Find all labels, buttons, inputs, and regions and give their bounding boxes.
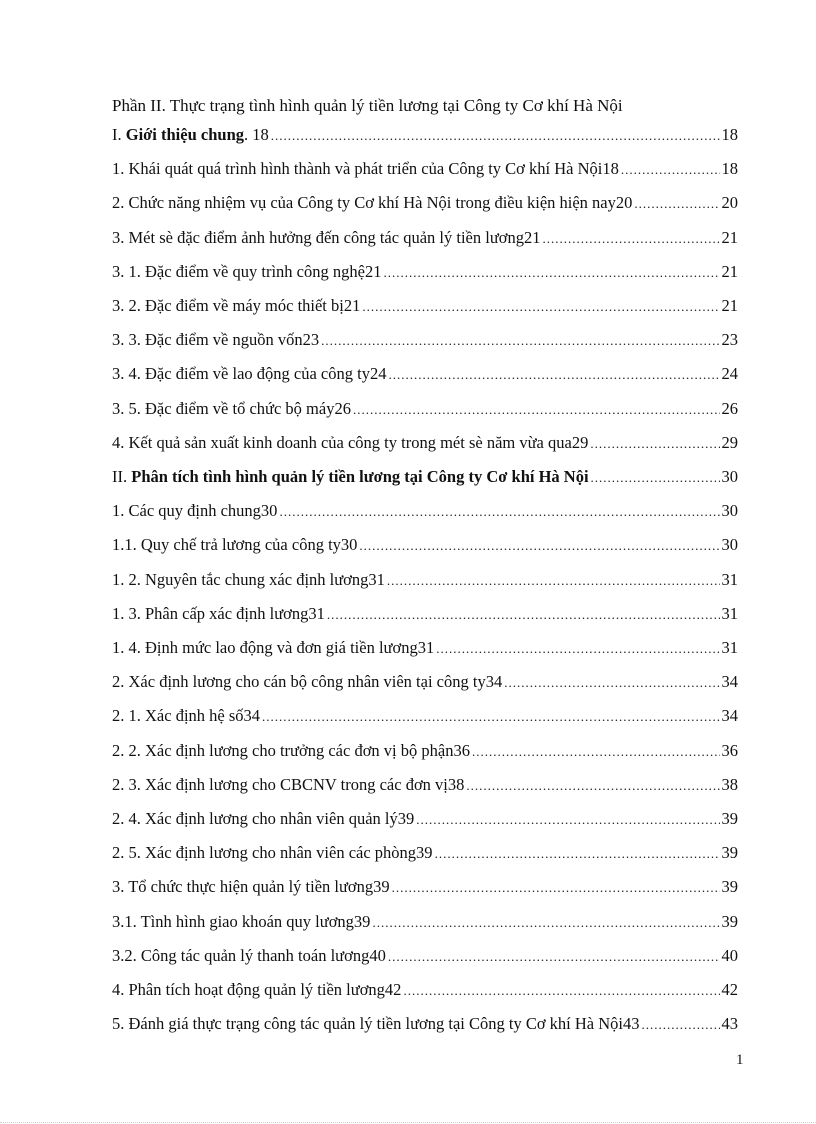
toc-dot-leader — [634, 196, 719, 212]
toc-entry-text: 1. Các quy định chung30 — [112, 501, 278, 521]
toc-entry[interactable] — [112, 296, 738, 320]
toc-entry-title — [112, 638, 434, 658]
toc-entry[interactable] — [112, 433, 738, 457]
toc-entry-title — [112, 399, 351, 419]
toc-entry-bold-title: Giới thiệu chung — [125, 125, 244, 144]
toc-entry-page: 21 — [721, 296, 738, 315]
toc-entry-page: 18 — [721, 125, 738, 144]
toc-entry-text: 3. 5. Đặc điểm về tổ chức bộ máy26 — [112, 398, 351, 418]
toc-entry-title — [112, 1014, 640, 1034]
toc-entry-text: 2. 1. Xác định hệ số34 — [112, 706, 261, 726]
toc-entry[interactable] — [112, 535, 738, 559]
toc-entry[interactable] — [112, 1014, 738, 1038]
toc-entry[interactable] — [112, 638, 738, 662]
section-heading: Phần II. Thực trạng tình hình quản lý tiền lương tại Công ty Cơ khí Hà Nội — [112, 96, 623, 115]
toc-dot-leader — [436, 641, 719, 657]
toc-dot-leader — [466, 778, 719, 794]
toc-entry[interactable] — [112, 912, 738, 936]
toc-dot-leader — [362, 299, 719, 315]
toc-entry[interactable] — [112, 228, 738, 252]
toc-entry-page: 31 — [721, 638, 738, 657]
toc-entry-page: 36 — [721, 740, 738, 760]
toc-dot-leader — [383, 265, 719, 281]
toc-entry[interactable] — [112, 467, 738, 491]
toc-entry-title — [112, 501, 277, 521]
toc-dot-leader — [591, 470, 720, 486]
toc-entry[interactable] — [112, 159, 738, 183]
toc-entry[interactable] — [112, 843, 738, 867]
toc-entry-text: 4. Kết quả sản xuất kinh doanh của công ty trong mét sè năm vừa qua29 — [112, 432, 589, 452]
toc-entry-prefix: II. — [112, 467, 132, 486]
toc-dot-leader — [416, 812, 719, 828]
toc-entry[interactable] — [112, 809, 738, 833]
toc-entry-text: . 18 — [244, 125, 269, 144]
toc-entry[interactable] — [112, 604, 738, 628]
toc-entry-title — [112, 433, 588, 453]
toc-entry-text: 2. 5. Xác định lương cho nhân viên các phòng39 — [112, 843, 433, 863]
toc-entry-text: 1. 3. Phân cấp xác định lương31 — [112, 603, 325, 623]
toc-entry-title — [112, 672, 502, 692]
toc-dot-leader — [403, 983, 719, 999]
toc-entry-text: 2. 4. Xác định lương cho nhân viên quản lý39 — [112, 809, 415, 828]
toc-entry-title — [112, 809, 414, 829]
toc-entry-page: 30 — [721, 501, 738, 521]
toc-entry-text: 1. 2. Nguyên tắc chung xác định lương31 — [112, 569, 385, 589]
toc-entry-page: 38 — [721, 774, 738, 794]
toc-entry[interactable] — [112, 706, 738, 730]
toc-entry[interactable] — [112, 980, 738, 1004]
toc-dot-leader — [327, 607, 720, 623]
toc-entry-text: 1. 4. Định mức lao động và đơn giá tiền lương31 — [112, 638, 435, 657]
toc-entry-title — [112, 193, 632, 213]
toc-entry-title — [112, 262, 381, 282]
toc-entry-page: 23 — [721, 330, 738, 350]
toc-entry-text: 3. Tổ chức thực hiện quản lý tiền lương39 — [112, 877, 390, 897]
toc-dot-leader — [372, 915, 719, 931]
toc-entry-page: 29 — [721, 432, 738, 452]
toc-entry-page: 26 — [721, 398, 738, 418]
toc-dot-leader — [642, 1017, 720, 1033]
toc-entry-page: 30 — [721, 535, 738, 555]
toc-entry-title — [112, 330, 319, 350]
toc-entry-text: 5. Đánh giá thực trạng công tác quản lý tiền lương tại Công ty Cơ khí Hà Nội43 — [112, 1014, 640, 1034]
toc-entry-page: 34 — [721, 672, 738, 692]
toc-entry[interactable] — [112, 672, 738, 696]
toc-entry-title — [112, 159, 619, 179]
toc-entry-page: 42 — [721, 980, 738, 999]
toc-entry[interactable] — [112, 125, 738, 149]
toc-entry-title — [112, 877, 390, 897]
toc-entry-text: 3.1. Tình hình giao khoán quy lương39 — [112, 911, 371, 931]
toc-dot-leader — [262, 709, 719, 725]
toc-dot-leader — [388, 367, 719, 383]
toc-dot-leader — [542, 231, 719, 247]
toc-entry-bold-title: Phân tích tình hình quản lý tiền lương tại Công ty Cơ khí Hà Nội — [131, 467, 589, 486]
toc-entry[interactable] — [112, 262, 738, 286]
toc-entry-page: 40 — [721, 945, 738, 965]
toc-dot-leader — [504, 675, 719, 691]
toc-entry-title — [112, 604, 325, 624]
toc-dot-leader — [387, 573, 720, 589]
toc-entry[interactable] — [112, 775, 738, 799]
toc-entry-text: 2. Xác định lương cho cán bộ công nhân viên tại công ty34 — [112, 672, 503, 692]
toc-entry-text: 1. Khái quát quá trình hình thành và phát triển của Công ty Cơ khí Hà Nội18 — [112, 159, 619, 179]
toc-entry-text: 3. Mét sè đặc điểm ảnh hưởng đến công tác quản lý tiền lương21 — [112, 227, 541, 247]
toc-entry-title — [112, 228, 540, 248]
toc-entry-text: 4. Phân tích hoạt động quản lý tiền lương42 — [112, 980, 402, 999]
toc-entry-title — [112, 775, 464, 795]
toc-entry[interactable] — [112, 877, 738, 901]
toc-entry-page: 21 — [721, 227, 738, 247]
toc-entry-title — [112, 946, 386, 966]
toc-entry-text: 2. Chức năng nhiệm vụ của Công ty Cơ khí Hà Nội trong điều kiện hiện nay20 — [112, 193, 633, 213]
toc-entry-page: 39 — [721, 843, 738, 863]
toc-entry-title — [112, 125, 269, 145]
toc-entry-text: 3.2. Công tác quản lý thanh toán lương40 — [112, 945, 386, 965]
toc-entry-page: 24 — [721, 364, 738, 384]
toc-dot-leader — [435, 846, 720, 862]
toc-entry[interactable] — [112, 741, 738, 765]
toc-entry-text: 1.1. Quy chế trả lương của công ty30 — [112, 535, 358, 555]
toc-entry-page: 39 — [721, 877, 738, 897]
toc-entry-page: 39 — [721, 809, 738, 828]
toc-entry[interactable] — [112, 399, 738, 423]
page-number: 1 — [736, 1052, 744, 1068]
toc-entry-page: 31 — [721, 603, 738, 623]
toc-entry[interactable] — [112, 946, 738, 970]
toc-entry[interactable] — [112, 193, 738, 217]
toc-dot-leader — [279, 504, 719, 520]
toc-dot-leader — [621, 162, 720, 178]
toc-entry-page: 20 — [721, 193, 738, 213]
toc-entry-title — [112, 706, 260, 726]
toc-dot-leader — [353, 402, 720, 418]
toc-entry-title — [112, 535, 357, 555]
toc-entry-text: 3. 3. Đặc điểm về nguồn vốn23 — [112, 330, 320, 350]
toc-entry-text: 3. 4. Đặc điểm về lao động của công ty24 — [112, 364, 387, 384]
toc-dot-leader — [321, 333, 719, 349]
toc-dot-leader — [388, 949, 720, 965]
toc-entry[interactable] — [112, 501, 738, 525]
toc-entry-title — [112, 741, 470, 761]
toc-entry-title — [112, 570, 385, 590]
toc-entry-text: 3. 1. Đặc điểm về quy trình công nghệ21 — [112, 261, 382, 281]
toc-entry-page: 31 — [721, 569, 738, 589]
toc-entry-title — [112, 364, 386, 384]
toc-entry-title — [112, 912, 370, 932]
toc-entry-title — [112, 296, 360, 316]
toc-entry-page: 34 — [721, 706, 738, 726]
toc-dot-leader — [392, 880, 720, 896]
toc-entry[interactable] — [112, 330, 738, 354]
toc-dot-leader — [271, 128, 720, 144]
toc-entry-text: 3. 2. Đặc điểm về máy móc thiết bị21 — [112, 296, 361, 315]
toc-dot-leader — [590, 436, 719, 452]
toc-entry-title — [112, 980, 401, 1000]
toc-entry-text: 2. 2. Xác định lương cho trưởng các đơn vị bộ phận36 — [112, 740, 470, 760]
toc-entry-title — [112, 843, 433, 863]
toc-entry-title — [112, 467, 589, 487]
toc-entry-page: 18 — [721, 159, 738, 179]
toc-entry-text: 2. 3. Xác định lương cho CBCNV trong các đơn vị38 — [112, 774, 465, 794]
toc-dot-leader — [472, 744, 720, 760]
toc-entry[interactable] — [112, 364, 738, 388]
toc-entry-page: 39 — [721, 911, 738, 931]
toc-dot-leader — [359, 538, 719, 554]
toc-entry-page: 30 — [721, 467, 738, 486]
toc-entry-prefix: I. — [112, 125, 126, 144]
toc-entry-page: 43 — [721, 1014, 738, 1034]
toc-entry-page: 21 — [721, 261, 738, 281]
toc-entry[interactable] — [112, 570, 738, 594]
